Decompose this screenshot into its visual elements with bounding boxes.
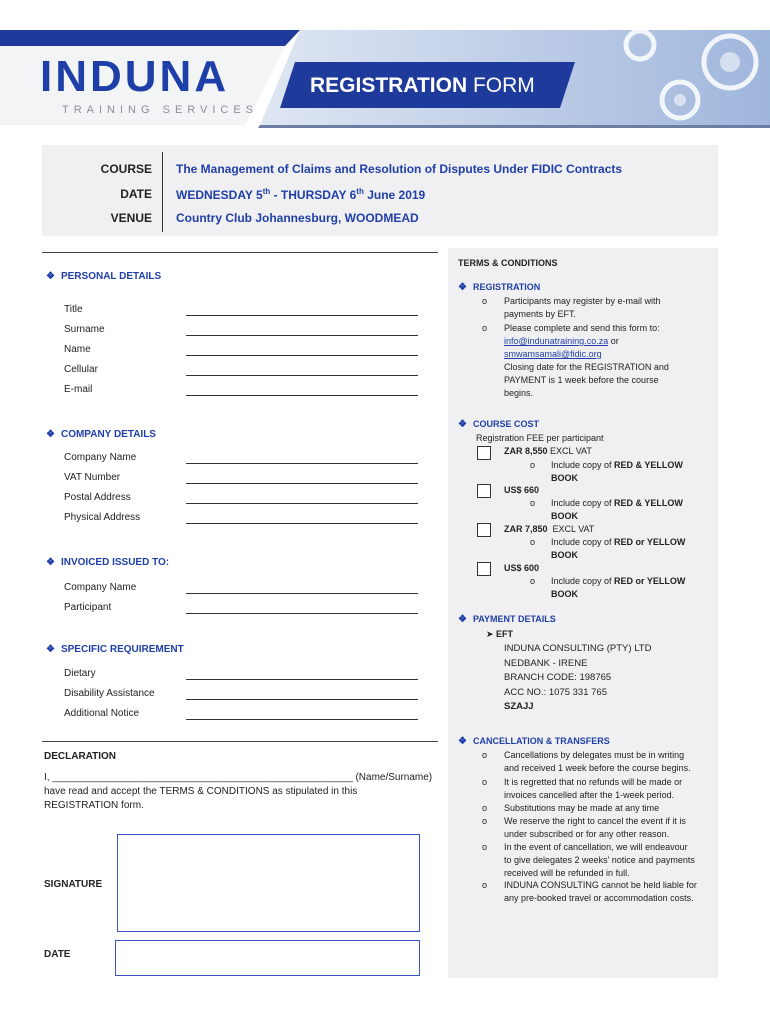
signature-label: SIGNATURE xyxy=(44,879,103,890)
text: RED or YELLOW xyxy=(614,537,686,547)
text-line: any pre-booked travel or accommodation costs. xyxy=(504,893,694,903)
text-line: Cancellations by delegates must be in writing xyxy=(504,750,685,760)
section-title: INVOICED ISSUED TO: xyxy=(60,557,170,568)
specific-requirement-heading xyxy=(46,644,184,655)
diamond-bullet-icon: ❖ xyxy=(46,557,55,568)
logo: INDUNA xyxy=(40,52,230,101)
text-line: or xyxy=(608,336,619,346)
field-label: VAT Number xyxy=(64,472,121,483)
field-label: Disability Assistance xyxy=(64,688,155,699)
surname-input[interactable] xyxy=(186,335,418,336)
company-name-input[interactable] xyxy=(186,463,418,464)
declaration-heading: DECLARATION xyxy=(44,751,117,762)
section-title: PAYMENT DETAILS xyxy=(472,614,556,624)
date-label-signature: DATE xyxy=(44,949,71,960)
dietary-input[interactable] xyxy=(186,679,418,680)
disability-input[interactable] xyxy=(186,699,418,700)
date-part: June 2019 xyxy=(363,188,426,202)
form-title-bold: REGISTRATION xyxy=(310,74,468,97)
divider xyxy=(42,741,438,742)
diamond-bullet-icon: ❖ xyxy=(458,419,467,430)
price-option-checkbox[interactable] xyxy=(477,523,491,537)
email-link[interactable]: info@indunatraining.co.za xyxy=(504,336,609,346)
diamond-bullet-icon: ❖ xyxy=(458,282,467,293)
section-title: COURSE COST xyxy=(472,419,539,429)
text: BOOK xyxy=(551,589,578,599)
text: BOOK xyxy=(551,511,578,521)
course-value: The Management of Claims and Resolution of Disputes Under FIDIC Contracts xyxy=(176,162,623,176)
logo-subtitle: TRAINING SERVICES xyxy=(62,104,259,116)
text-line: begins. xyxy=(504,388,534,398)
cancellation-item xyxy=(504,879,697,905)
text: BOOK xyxy=(551,550,578,560)
circle-bullet-icon: o xyxy=(482,880,488,890)
text: BOOK xyxy=(551,473,578,483)
field-label: Name xyxy=(64,344,91,355)
payment-method xyxy=(486,628,513,641)
terms-text xyxy=(504,322,669,400)
field-label: Title xyxy=(64,304,83,315)
circle-bullet-icon: o xyxy=(530,460,536,470)
terms-heading: TERMS & CONDITIONS xyxy=(458,258,558,268)
diamond-bullet-icon: ❖ xyxy=(46,271,55,282)
venue-label: VENUE xyxy=(110,211,152,225)
declaration-line: REGISTRATION form. xyxy=(44,800,144,811)
text-line: NEDBANK - IRENE xyxy=(504,657,588,669)
price-option-checkbox[interactable] xyxy=(477,562,491,576)
text-line: We reserve the right to cancel the event if it is xyxy=(504,816,686,826)
section-title: COMPANY DETAILS xyxy=(60,429,156,440)
circle-bullet-icon: o xyxy=(530,576,536,586)
field-label: Participant xyxy=(64,602,112,613)
price-option xyxy=(504,523,594,536)
text-line: Substitutions may be made at any time xyxy=(504,803,660,813)
text-line: INDUNA CONSULTING cannot be held liable for xyxy=(504,880,697,890)
option-detail xyxy=(551,459,683,485)
text-line: ACC NO.: 1075 331 765 xyxy=(504,686,607,698)
circle-bullet-icon: o xyxy=(482,816,488,826)
price: US$ 660 xyxy=(504,485,540,495)
divider xyxy=(42,252,438,253)
invoice-participant-input[interactable] xyxy=(186,613,418,614)
text-line: Closing date for the REGISTRATION and xyxy=(504,362,669,372)
field-label: Cellular xyxy=(64,364,98,375)
field-label: Dietary xyxy=(64,668,96,679)
price-suffix: EXCL VAT xyxy=(547,524,595,534)
diamond-bullet-icon: ❖ xyxy=(458,614,467,625)
diamond-bullet-icon: ❖ xyxy=(458,736,467,747)
cancellation-item xyxy=(504,749,691,775)
field-label: Company Name xyxy=(64,582,137,593)
section-title: SPECIFIC REQUIREMENT xyxy=(60,644,184,655)
text: RED & YELLOW xyxy=(614,498,683,508)
date-value xyxy=(176,187,425,202)
date-part: WEDNESDAY 5 xyxy=(176,188,263,202)
course-cost-heading xyxy=(458,419,539,430)
text: RED & YELLOW xyxy=(614,460,683,470)
circle-bullet-icon: o xyxy=(530,498,536,508)
cellular-input[interactable] xyxy=(186,375,418,376)
text-line: INDUNA CONSULTING (PTY) LTD xyxy=(504,643,652,654)
field-label: Surname xyxy=(64,324,105,335)
price: ZAR 7,850 xyxy=(504,524,548,534)
text: Include copy of xyxy=(551,576,615,586)
text: Include copy of xyxy=(551,537,615,547)
venue-value: Country Club Johannesburg, WOODMEAD xyxy=(176,211,419,225)
email-link[interactable]: smwamsamali@fidic.org xyxy=(504,349,602,359)
date-part: - THURSDAY 6 xyxy=(270,188,357,202)
declaration-line xyxy=(44,772,432,783)
circle-bullet-icon: o xyxy=(482,323,488,333)
registration-heading xyxy=(458,282,540,293)
declaration-text: (Name/Surname) xyxy=(352,772,433,783)
terms-text xyxy=(504,295,661,321)
fee-label: Registration FEE per participant xyxy=(476,433,604,443)
price-option-checkbox[interactable] xyxy=(477,484,491,498)
cancellation-item xyxy=(504,815,686,841)
price-option xyxy=(504,562,539,575)
option-detail xyxy=(551,536,685,562)
invoice-company-input[interactable] xyxy=(186,593,418,594)
circle-bullet-icon: o xyxy=(482,803,488,813)
section-title: REGISTRATION xyxy=(472,282,541,292)
text-line: invoices cancelled after the 1-week period. xyxy=(504,790,675,800)
price-option-checkbox[interactable] xyxy=(477,446,491,460)
email-input[interactable] xyxy=(186,395,418,396)
text-line: BRANCH CODE: 198765 xyxy=(504,672,612,683)
field-label: E-mail xyxy=(64,384,93,395)
circle-bullet-icon: o xyxy=(482,296,488,306)
diamond-bullet-icon: ❖ xyxy=(46,429,55,440)
text-line: under subscribed or for any other reason. xyxy=(504,829,670,839)
section-title: PERSONAL DETAILS xyxy=(60,271,162,282)
declaration-name-blank[interactable]: ______________________________________________________ xyxy=(52,772,353,783)
declaration-line: have read and accept the TERMS & CONDITIONS as stipulated in this xyxy=(44,786,358,797)
price-option xyxy=(504,445,592,458)
name-input[interactable] xyxy=(186,355,418,356)
field-label: Company Name xyxy=(64,452,137,463)
circle-bullet-icon: o xyxy=(482,777,488,787)
form-title-rest: FORM xyxy=(467,74,535,97)
personal-details-heading xyxy=(46,271,161,282)
postal-address-input[interactable] xyxy=(186,503,418,504)
circle-bullet-icon: o xyxy=(482,842,488,852)
cancellation-item xyxy=(504,802,659,815)
text-line: PAYMENT is 1 week before the course xyxy=(504,375,659,385)
company-details-heading xyxy=(46,429,156,440)
date-sup: th xyxy=(356,187,364,196)
date-label: DATE xyxy=(120,187,152,201)
text: Include copy of xyxy=(551,498,615,508)
cancellation-item xyxy=(504,841,695,880)
declaration-text: I, xyxy=(44,772,53,783)
invoiced-heading xyxy=(46,557,169,568)
arrow-bullet-icon: ➤ xyxy=(486,629,497,639)
circle-bullet-icon: o xyxy=(482,750,488,760)
payment-details-heading xyxy=(458,614,556,625)
text-line: Participants may register by e-mail with xyxy=(504,296,661,306)
cancellation-heading xyxy=(458,736,610,747)
text-line: to give delegates 2 weeks' notice and payments xyxy=(504,855,695,865)
text: EFT xyxy=(496,629,514,639)
field-label: Additional Notice xyxy=(64,708,140,719)
field-label: Postal Address xyxy=(64,492,131,503)
date-sup: th xyxy=(262,187,271,196)
vat-number-input[interactable] xyxy=(186,483,418,484)
price-suffix: EXCL VAT xyxy=(547,446,592,456)
text-line: Please complete and send this form to: xyxy=(504,323,660,333)
option-detail xyxy=(551,497,683,523)
signature-box[interactable] xyxy=(117,834,420,932)
course-divider xyxy=(162,152,163,232)
text-line: received will be refunded in full. xyxy=(504,868,630,878)
text-line: It is regretted that no refunds will be made or xyxy=(504,777,683,787)
text-line: payments by EFT. xyxy=(504,309,577,319)
date-box[interactable] xyxy=(115,940,420,976)
text: Include copy of xyxy=(551,460,615,470)
additional-notice-input[interactable] xyxy=(186,719,418,720)
form-title xyxy=(310,74,535,98)
circle-bullet-icon: o xyxy=(530,537,536,547)
physical-address-input[interactable] xyxy=(186,523,418,524)
title-input[interactable] xyxy=(186,315,418,316)
bank-details xyxy=(504,642,651,715)
price: US$ 600 xyxy=(504,563,540,573)
field-label: Physical Address xyxy=(64,512,141,523)
text-line: In the event of cancellation, we will endeavour xyxy=(504,842,688,852)
payment-reference: SZAJJ xyxy=(504,701,534,712)
section-title: CANCELLATION & TRANSFERS xyxy=(472,736,610,746)
diamond-bullet-icon: ❖ xyxy=(46,644,55,655)
price-option xyxy=(504,484,539,497)
cancellation-item xyxy=(504,776,682,802)
course-label: COURSE xyxy=(100,162,152,176)
option-detail xyxy=(551,575,685,601)
text-line: and received 1 week before the course begins. xyxy=(504,763,691,773)
price: ZAR 8,550 xyxy=(504,446,548,456)
text: RED or YELLOW xyxy=(614,576,686,586)
